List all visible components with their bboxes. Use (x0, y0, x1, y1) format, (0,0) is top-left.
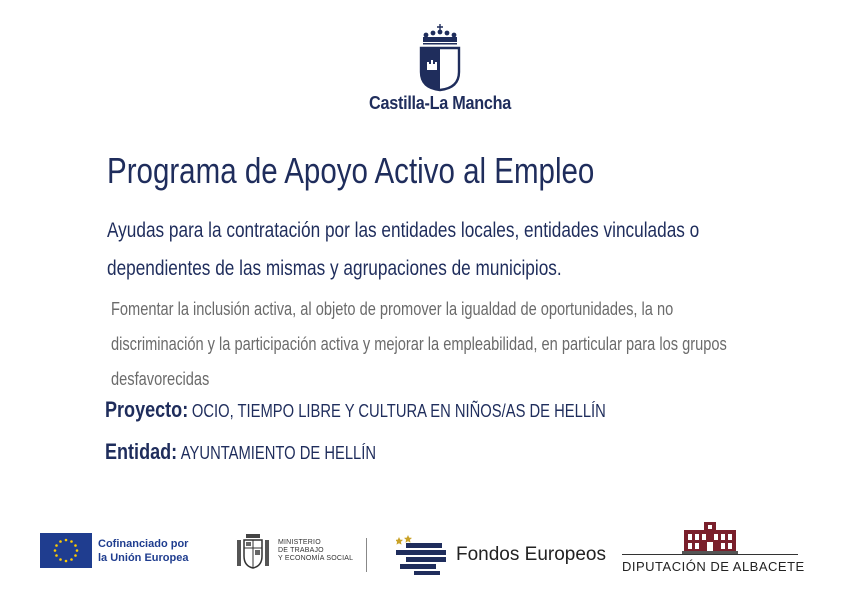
ministry-logo (234, 530, 353, 572)
project-value: OCIO, TIEMPO LIBRE Y CULTURA EN NIÑOS/AS DE HELLÍN (191, 401, 606, 421)
eu-cofinanced-logo (40, 533, 188, 568)
page-title: Programa de Apoyo Activo al Empleo (107, 150, 595, 191)
fondos-europeos-text: Fondos Europeos (456, 544, 606, 565)
entity-value: AYUNTAMIENTO DE HELLÍN (180, 443, 377, 463)
eu-line-2: la Unión Europea (98, 551, 189, 564)
ministry-line-2: DE TRABAJO (278, 547, 324, 554)
subtitle: Ayudas para la contratación por las entidades locales, entidades vinculadas o dependientes de las mismas y agrupaciones de municipios. (107, 219, 700, 280)
project-label: Proyecto: (105, 397, 189, 422)
fondos-europeos-logo (396, 535, 606, 575)
diputacion-logo (622, 520, 805, 574)
ministry-line-1: MINISTERIO (278, 539, 321, 546)
entity-label: Entidad: (105, 439, 178, 464)
description: Fomentar la inclusión activa, al objeto de promover la igualdad de oportunidades, la no discriminación y la participación activa y mejorar la empleabilidad, en particular para los grupos desfavorecidas (111, 299, 727, 389)
diputacion-building-icon (682, 520, 738, 554)
divider (366, 538, 367, 572)
spain-coat-of-arms-icon (234, 530, 272, 572)
eu-line-1: Cofinanciado por (98, 537, 189, 550)
diputacion-rule (622, 554, 798, 555)
diputacion-text: DIPUTACIÓN DE ALBACETE (622, 559, 805, 574)
brand-name: Castilla-La Mancha (369, 93, 511, 113)
ministry-line-3: Y ECONOMÍA SOCIAL (278, 555, 354, 562)
entity-field (105, 439, 376, 465)
eu-flag-icon (40, 533, 92, 568)
fondos-europeos-icon (396, 535, 448, 575)
castilla-la-mancha-crest-icon (418, 24, 462, 92)
project-field (105, 397, 606, 423)
